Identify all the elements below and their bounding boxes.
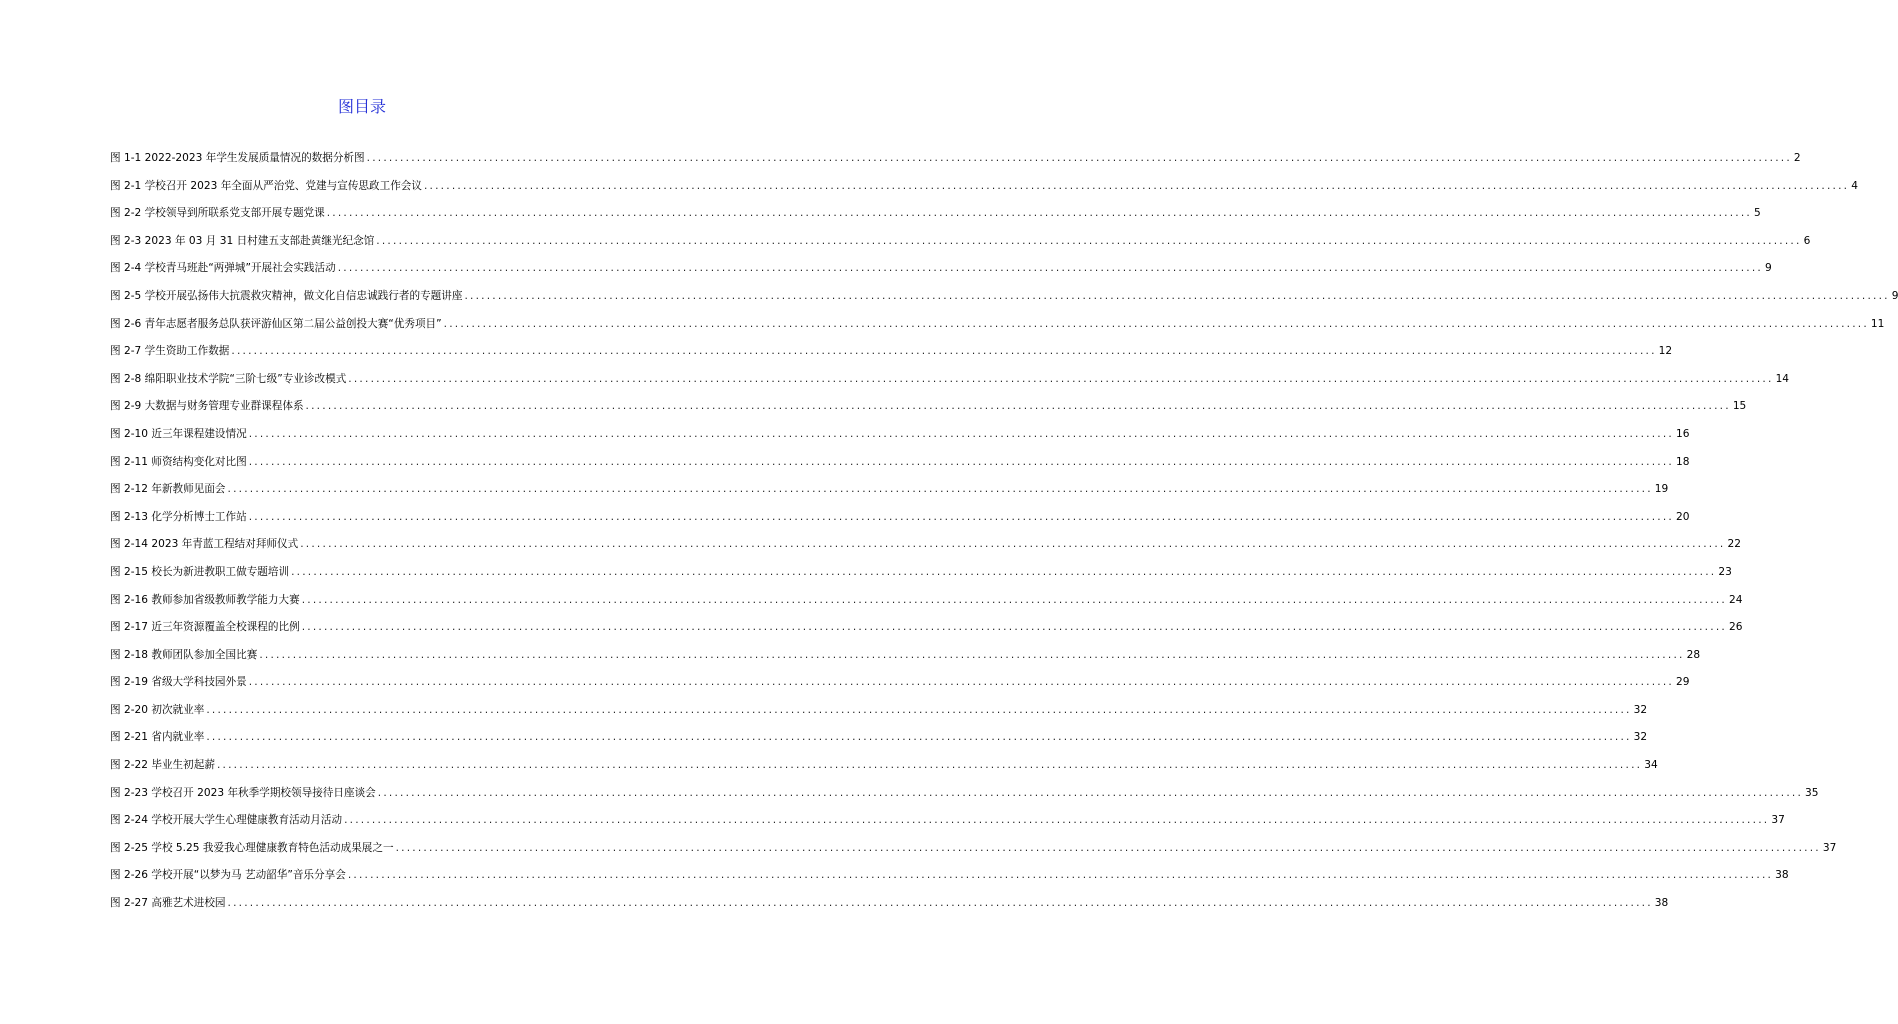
toc-entry-label: 图 2-25 学校 5.25 我爱我心理健康教育特色活动成果展之一 <box>110 841 394 854</box>
toc-entry-page-number: 16 <box>1675 427 1690 440</box>
toc-entry[interactable] <box>110 619 1743 647</box>
dot-leader <box>206 702 1631 718</box>
dot-leader <box>249 426 1674 442</box>
toc-entry-page-number: 14 <box>1775 372 1790 385</box>
toc-entry[interactable] <box>110 867 1789 895</box>
toc-entry[interactable] <box>110 454 1690 482</box>
toc-entry-page-number: 18 <box>1675 455 1690 468</box>
toc-entry[interactable] <box>110 757 1658 785</box>
toc-entry-label: 图 2-4 学校青马班赴“两弹城”开展社会实践活动 <box>110 262 336 275</box>
toc-entry[interactable] <box>110 785 1819 813</box>
toc-entry-label: 图 1-1 2022-2023 年学生发展质量情况的数据分析图 <box>110 152 365 164</box>
toc-entry-page-number: 15 <box>1732 400 1747 413</box>
toc-entry-page-number: 9 <box>1764 262 1772 275</box>
toc-entry-label: 图 2-1 学校召开 2023 年全面从严治党、党建与宣传思政工作会议 <box>110 179 422 192</box>
dot-leader <box>306 398 1731 414</box>
toc-entry[interactable] <box>110 509 1690 537</box>
toc-entry[interactable] <box>110 371 1790 399</box>
toc-entry-page-number: 6 <box>1803 234 1811 247</box>
toc-entry-page-number: 29 <box>1675 676 1690 689</box>
toc-entry[interactable] <box>110 233 1811 261</box>
dot-leader <box>259 647 1684 663</box>
toc-entry[interactable] <box>110 260 1772 288</box>
toc-entry-label: 图 2-26 学校开展“以梦为马 艺动韶华”音乐分享会 <box>110 869 346 882</box>
page-title: 图目录 <box>337 97 386 116</box>
toc-entry[interactable] <box>110 288 1898 316</box>
toc-entry-label: 图 2-19 省级大学科技园外景 <box>110 676 247 689</box>
toc-entry-label: 图 2-3 2023 年 03 月 31 日村建五支部赴黄继光纪念馆 <box>110 234 375 247</box>
toc-entry-label: 图 2-8 绵阳职业技术学院“三阶七级”专业诊改模式 <box>110 372 347 385</box>
toc-entry-label: 图 2-10 近三年课程建设情况 <box>110 427 247 440</box>
toc-entry-page-number: 38 <box>1775 869 1789 882</box>
dot-leader <box>302 619 1727 635</box>
dot-leader <box>338 260 1763 276</box>
dot-leader <box>344 812 1769 828</box>
toc-entry-page-number: 23 <box>1718 565 1732 578</box>
toc-entry-label: 图 2-5 学校开展弘扬伟大抗震救灾精神，做文化自信忠诚践行者的专题讲座 <box>110 289 463 302</box>
toc-entry-label: 图 2-17 近三年资源覆盖全校课程的比例 <box>110 621 300 634</box>
toc-entry-label: 图 2-16 教师参加省级教师教学能力大赛 <box>110 593 300 606</box>
dot-leader <box>378 785 1803 801</box>
toc-entry[interactable] <box>110 895 1669 923</box>
dot-leader <box>291 564 1716 580</box>
toc-entry-page-number: 5 <box>1754 207 1761 220</box>
toc-entry-page-number: 2 <box>1793 152 1801 164</box>
dot-leader <box>367 150 1792 166</box>
toc-entry[interactable] <box>110 536 1741 564</box>
toc-entry-label: 图 2-22 毕业生初起薪 <box>110 759 215 772</box>
toc-entry-label: 图 2-23 学校召开 2023 年秋季学期校领导接待日座谈会 <box>110 786 376 799</box>
toc-entry-label: 图 2-27 高雅艺术进校园 <box>110 897 226 910</box>
dot-leader <box>300 536 1725 552</box>
dot-leader <box>228 481 1653 497</box>
figure-list <box>110 150 1898 923</box>
dot-leader <box>444 316 1869 332</box>
dot-leader <box>249 509 1674 525</box>
dot-leader <box>348 371 1773 387</box>
toc-entry-page-number: 11 <box>1870 317 1885 330</box>
dot-leader <box>206 729 1631 745</box>
dot-leader <box>396 840 1821 856</box>
toc-entry-page-number: 37 <box>1771 814 1785 827</box>
toc-entry[interactable] <box>110 702 1648 730</box>
toc-entry-label: 图 2-2 学校领导到所联系党支部开展专题党课 <box>110 207 325 220</box>
toc-entry-page-number: 32 <box>1633 731 1648 744</box>
toc-entry[interactable] <box>110 205 1761 233</box>
dot-leader <box>302 592 1727 608</box>
toc-entry[interactable] <box>110 150 1801 178</box>
toc-entry-page-number: 38 <box>1654 897 1669 910</box>
toc-entry-page-number: 35 <box>1805 786 1819 799</box>
toc-entry-page-number: 26 <box>1728 621 1743 634</box>
toc-entry-label: 图 2-20 初次就业率 <box>110 703 205 716</box>
toc-entry[interactable] <box>110 426 1690 454</box>
toc-entry-label: 图 2-7 学生资助工作数据 <box>110 345 230 358</box>
toc-entry[interactable] <box>110 812 1785 840</box>
dot-leader <box>376 233 1801 249</box>
toc-entry-page-number: 19 <box>1654 483 1669 496</box>
dot-leader <box>424 178 1849 194</box>
toc-entry[interactable] <box>110 674 1690 702</box>
toc-entry-page-number: 28 <box>1686 648 1701 661</box>
toc-entry-page-number: 32 <box>1633 703 1648 716</box>
toc-entry-label: 图 2-9 大数据与财务管理专业群课程体系 <box>110 400 304 413</box>
toc-entry-label: 图 2-11 师资结构变化对比图 <box>110 455 247 468</box>
dot-leader <box>327 205 1752 221</box>
toc-entry[interactable] <box>110 564 1732 592</box>
toc-entry-label: 图 2-14 2023 年青蓝工程结对拜师仪式 <box>110 538 299 551</box>
toc-entry[interactable] <box>110 178 1858 206</box>
toc-entry[interactable] <box>110 592 1743 620</box>
toc-entry-page-number: 24 <box>1728 593 1743 606</box>
dot-leader <box>217 757 1642 773</box>
toc-entry[interactable] <box>110 316 1885 344</box>
toc-entry[interactable] <box>110 647 1701 675</box>
toc-entry-label: 图 2-12 年新教师见面会 <box>110 483 226 496</box>
toc-entry-label: 图 2-13 化学分析博士工作站 <box>110 510 247 523</box>
toc-entry-page-number: 4 <box>1851 179 1858 192</box>
toc-entry[interactable] <box>110 398 1747 426</box>
toc-entry[interactable] <box>110 729 1648 757</box>
toc-entry-label: 图 2-18 教师团队参加全国比赛 <box>110 648 258 661</box>
toc-entry-page-number: 9 <box>1891 289 1898 302</box>
dot-leader <box>249 454 1674 470</box>
toc-entry-label: 图 2-21 省内就业率 <box>110 731 205 744</box>
dot-leader <box>231 343 1656 359</box>
dot-leader <box>228 895 1653 911</box>
dot-leader <box>464 288 1889 304</box>
toc-entry-label: 图 2-6 青年志愿者服务总队获评游仙区第二届公益创投大赛“优秀项目” <box>110 317 442 330</box>
toc-entry[interactable] <box>110 481 1669 509</box>
dot-leader <box>249 674 1674 690</box>
toc-entry-page-number: 22 <box>1727 538 1741 551</box>
toc-entry[interactable] <box>110 840 1837 868</box>
toc-entry-page-number: 20 <box>1675 510 1690 523</box>
toc-entry-page-number: 12 <box>1658 345 1673 358</box>
toc-entry-label: 图 2-15 校长为新进教职工做专题培训 <box>110 565 290 578</box>
toc-entry-label: 图 2-24 学校开展大学生心理健康教育活动月活动 <box>110 814 343 827</box>
toc-entry[interactable] <box>110 343 1673 371</box>
toc-entry-page-number: 37 <box>1822 841 1837 854</box>
dot-leader <box>348 867 1773 883</box>
toc-entry-page-number: 34 <box>1644 759 1658 772</box>
